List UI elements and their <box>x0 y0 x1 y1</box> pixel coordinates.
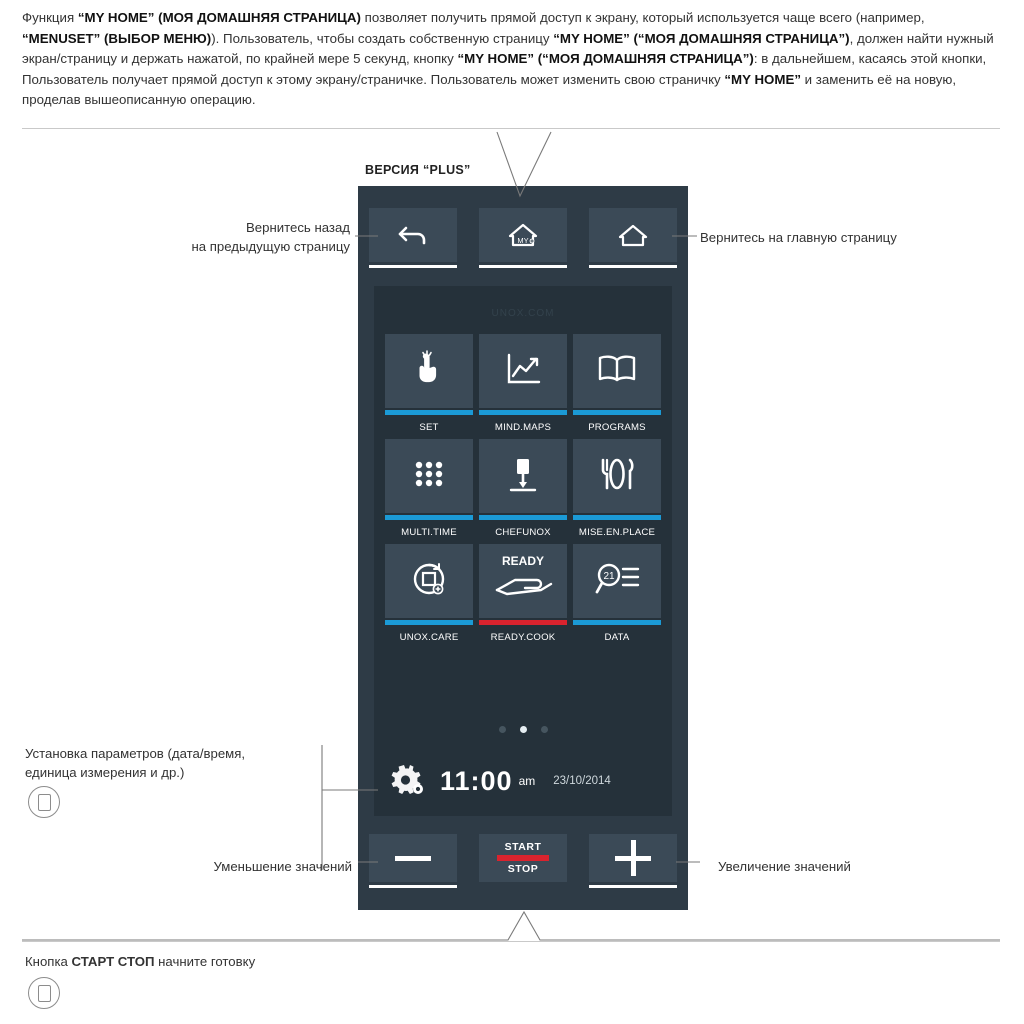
version-label: ВЕРСИЯ “PLUS” <box>365 163 471 177</box>
tile-caption: UNOX.CARE <box>399 632 459 643</box>
annotation-settings <box>25 744 320 782</box>
touch-panel-icon-2 <box>28 977 60 1009</box>
intro-paragraph: Функция “MY HOME” (МОЯ ДОМАШНЯЯ СТРАНИЦА) позволяет получить прямой доступ к экрану, который используется чаще всего (например, “MENUSET” (ВЫБОР МЕНЮ)). Пользователь, чтобы создать собственную страницу “MY HOME” (“МОЯ ДОМАШНЯЯ СТРАНИЦА”), должен найти нужный экран/страницу и держать нажатой, по крайней мере 5 секунд, кнопку “MY HOME” (“МОЯ ДОМАШНЯЯ СТРАНИЦА”): в дальнейшем, касаясь этой кнопки, Пользователь получает прямой доступ к этому экрану/страничке. Пользователь может изменить свою страничку “MY HOME” и заменить её на новую, проделав вышеописанную операцию. <box>22 10 994 107</box>
annotation-back-line2: на предыдущую страницу <box>191 239 350 254</box>
tile-caption: MULTI.TIME <box>401 527 457 538</box>
annotation-settings-line2: единица измерения и др.) <box>25 765 185 780</box>
annotation-decrease: Уменьшение значений <box>213 859 352 874</box>
tile-caption: CHEFUNOX <box>495 527 551 538</box>
clock-time: 11:00 <box>440 765 513 796</box>
touch-panel-icon <box>28 786 60 818</box>
tile-caption: MISE.EN.PLACE <box>578 527 656 538</box>
tile-caption: SET <box>419 422 439 433</box>
clock-ampm: am <box>518 774 536 788</box>
svg-text:21: 21 <box>603 570 615 582</box>
start-label: START <box>504 840 542 853</box>
tile-caption: READY.COOK <box>490 632 556 643</box>
svg-text:MY: MY <box>517 236 529 245</box>
tile-caption: PROGRAMS <box>588 422 646 433</box>
tile-caption: MIND.MAPS <box>494 422 552 433</box>
annotation-settings-line1: Установка параметров (дата/время, <box>25 746 246 761</box>
annotation-start-stop: Кнопка СТАРТ СТОП начните готовку <box>25 954 256 969</box>
svg-text:READY: READY <box>501 553 545 568</box>
current-date: 23/10/2014 <box>553 775 611 787</box>
annotation-back <box>100 218 350 256</box>
watermark-text: UNOX.COM <box>491 308 555 319</box>
tile-caption: DATA <box>604 632 630 643</box>
annotation-back-line1: Вернитесь назад <box>245 220 350 235</box>
annotation-home: Вернитесь на главную страницу <box>700 230 897 245</box>
stop-label: STOP <box>507 863 539 875</box>
annotation-increase: Увеличение значений <box>718 859 851 874</box>
